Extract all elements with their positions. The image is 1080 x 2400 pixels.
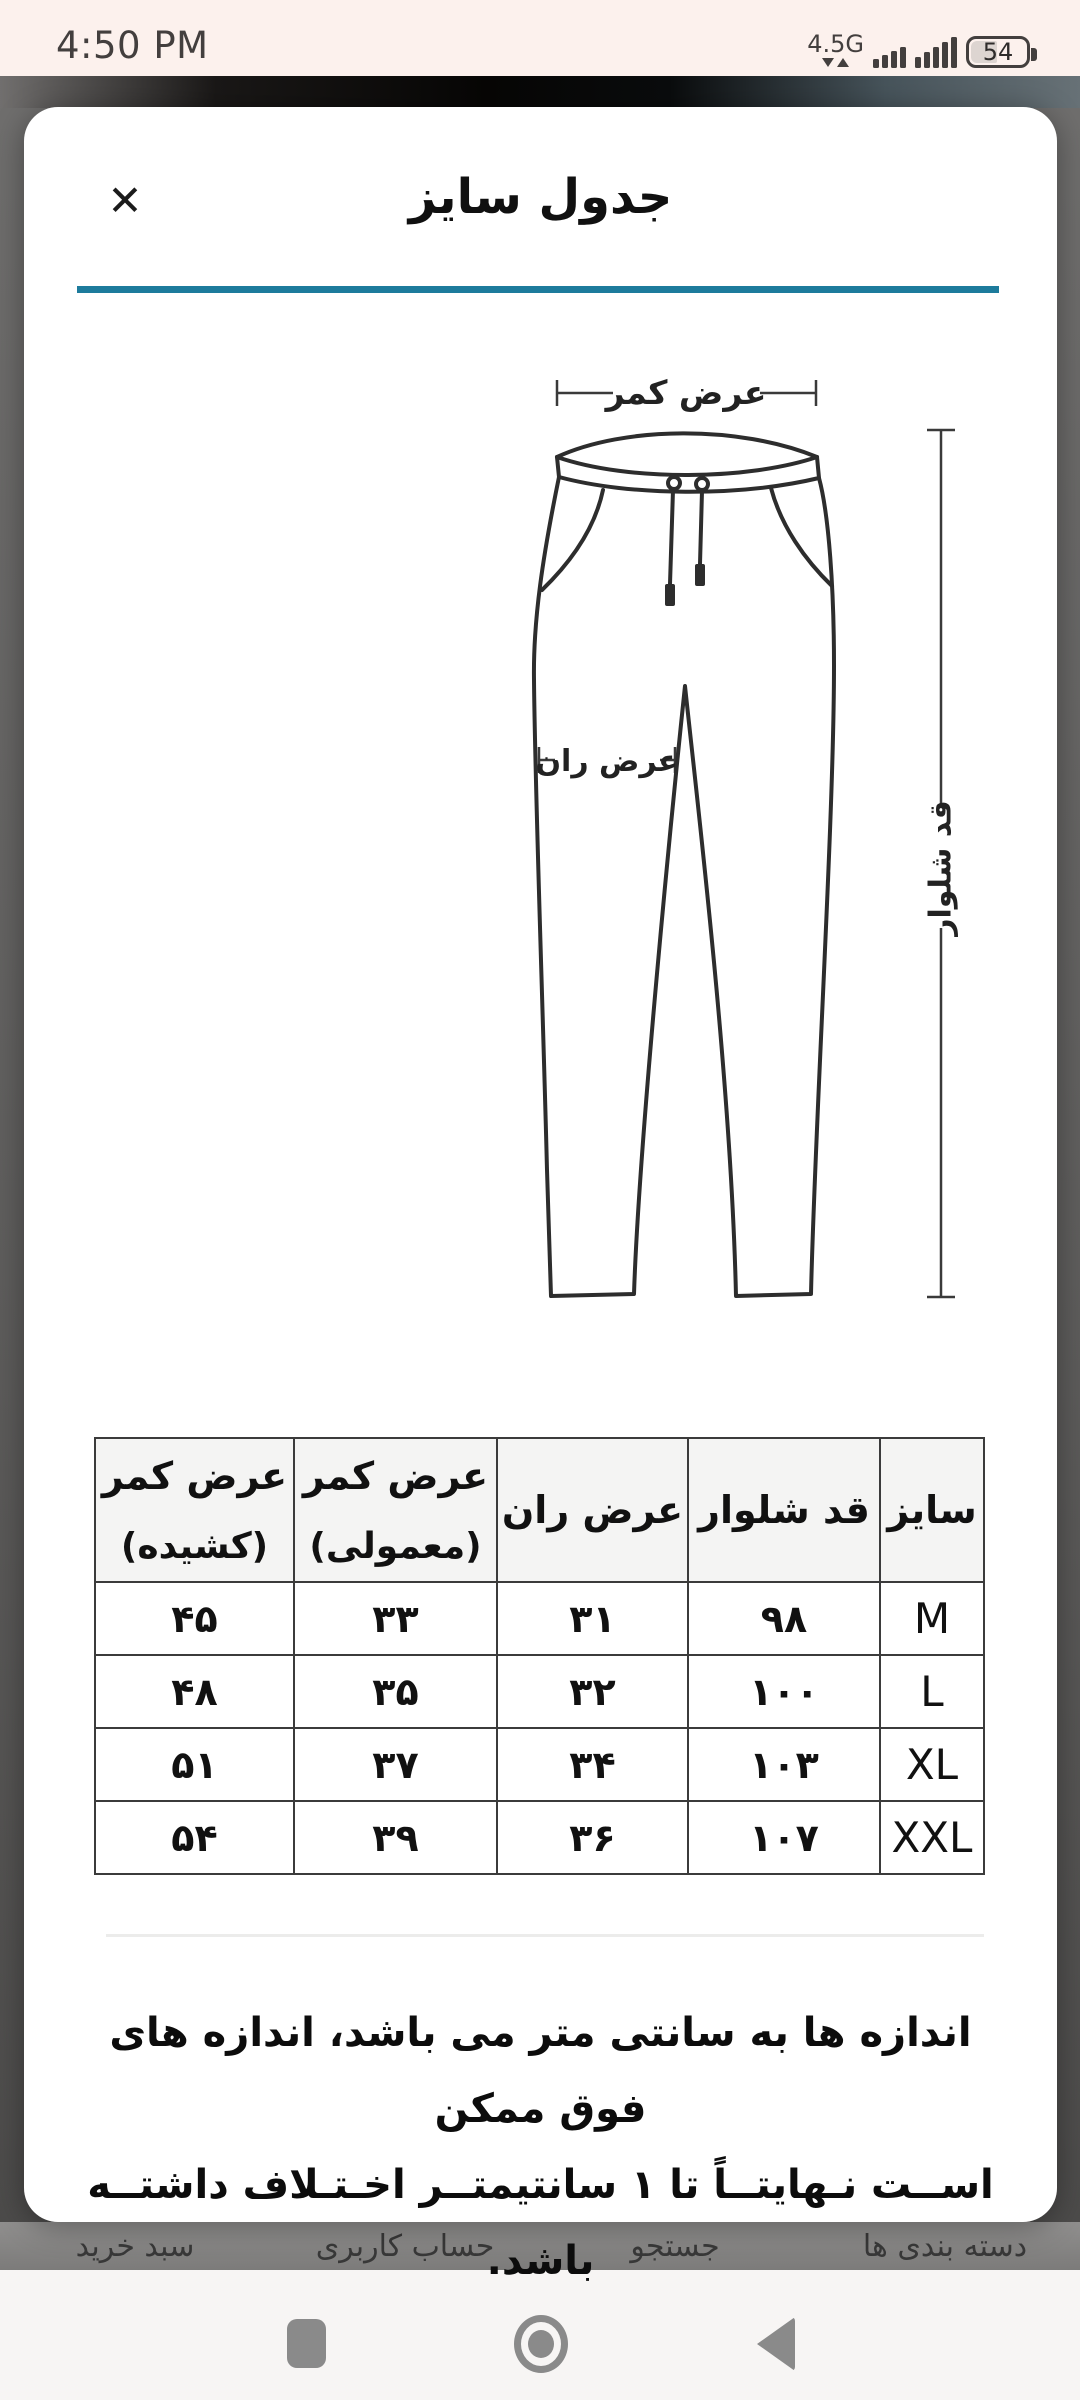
nav-item-categories[interactable]: دسته بندی ها — [862, 2228, 1028, 2264]
cell-waist-normal: ۳۵ — [294, 1655, 497, 1728]
cell-waist-normal: ۳۹ — [294, 1801, 497, 1874]
home-dot-icon — [528, 2330, 554, 2358]
note-line-1: اندازه ها به سانتی متر می باشد، اندازه های فوق ممکن — [109, 2010, 972, 2132]
thigh-width-label: عرض ران — [535, 744, 679, 779]
modal-title: جدول سایز — [408, 169, 673, 225]
header-waist-normal: عرض کمر (معمولی) — [294, 1438, 497, 1582]
note-divider — [106, 1934, 984, 1937]
header-thigh: عرض ران — [497, 1438, 688, 1582]
close-icon[interactable]: ✕ — [107, 175, 143, 225]
battery-icon — [966, 36, 1030, 68]
cell-waist-stretched: ۴۸ — [95, 1655, 294, 1728]
clock: 4:50 PM — [56, 24, 209, 67]
home-button[interactable] — [514, 2315, 568, 2373]
signal-bars-sim1-icon — [873, 47, 906, 68]
table-row — [95, 1582, 984, 1655]
table-row — [95, 1728, 984, 1801]
battery-nub — [1031, 48, 1037, 61]
nav-item-cart[interactable]: سبد خرید — [75, 2228, 195, 2264]
status-bar — [0, 0, 1080, 76]
cell-waist-stretched: ۵۴ — [95, 1801, 294, 1874]
pants-length-label: قد شلوار — [923, 800, 959, 936]
note-line-2: اســت نـهایتــاً تا ۱ سانتیمتــر اخـتـلاف داشتــه باشد. — [87, 2162, 994, 2284]
cell-thigh: ۳۴ — [497, 1728, 688, 1801]
cell-thigh: ۳۲ — [497, 1655, 688, 1728]
cell-length: ۱۰۳ — [688, 1728, 880, 1801]
nav-item-account[interactable]: حساب کاربری — [315, 2228, 495, 2264]
table-row — [95, 1655, 984, 1728]
nav-item-search[interactable]: جستجو — [630, 2228, 720, 2264]
cell-length: ۱۰۰ — [688, 1655, 880, 1728]
cell-size: XL — [880, 1728, 984, 1801]
cell-length: ۹۸ — [688, 1582, 880, 1655]
header-waist-stretched: عرض کمر (کشیده) — [95, 1438, 294, 1582]
network-label: 4.5G — [807, 30, 864, 58]
pants-outline — [534, 433, 834, 1296]
cell-size: M — [880, 1582, 984, 1655]
cell-waist-stretched: ۴۵ — [95, 1582, 294, 1655]
pants-diagram — [499, 320, 1019, 1310]
status-icons — [807, 22, 1030, 68]
signal-bars-sim2-icon — [915, 37, 957, 68]
size-table — [94, 1437, 985, 1875]
recents-button[interactable] — [287, 2319, 326, 2368]
dimmed-content-strip — [0, 76, 1080, 108]
table-header-row — [95, 1438, 984, 1582]
data-arrows-icon — [822, 58, 849, 67]
title-underline — [77, 286, 999, 293]
cell-waist-normal: ۳۳ — [294, 1582, 497, 1655]
table-row — [95, 1801, 984, 1874]
back-button[interactable] — [757, 2317, 795, 2371]
header-length: قد شلوار — [688, 1438, 880, 1582]
cell-thigh: ۳۶ — [497, 1801, 688, 1874]
cell-size: XXL — [880, 1801, 984, 1874]
waist-width-label: عرض کمر — [605, 373, 767, 412]
cell-size: L — [880, 1655, 984, 1728]
cell-length: ۱۰۷ — [688, 1801, 880, 1874]
battery-percent: 54 — [982, 38, 1014, 66]
measurement-note — [80, 1995, 1001, 2299]
cell-waist-stretched: ۵۱ — [95, 1728, 294, 1801]
network-type — [807, 32, 864, 67]
cell-waist-normal: ۳۷ — [294, 1728, 497, 1801]
cell-thigh: ۳۱ — [497, 1582, 688, 1655]
header-size: سایز — [880, 1438, 984, 1582]
